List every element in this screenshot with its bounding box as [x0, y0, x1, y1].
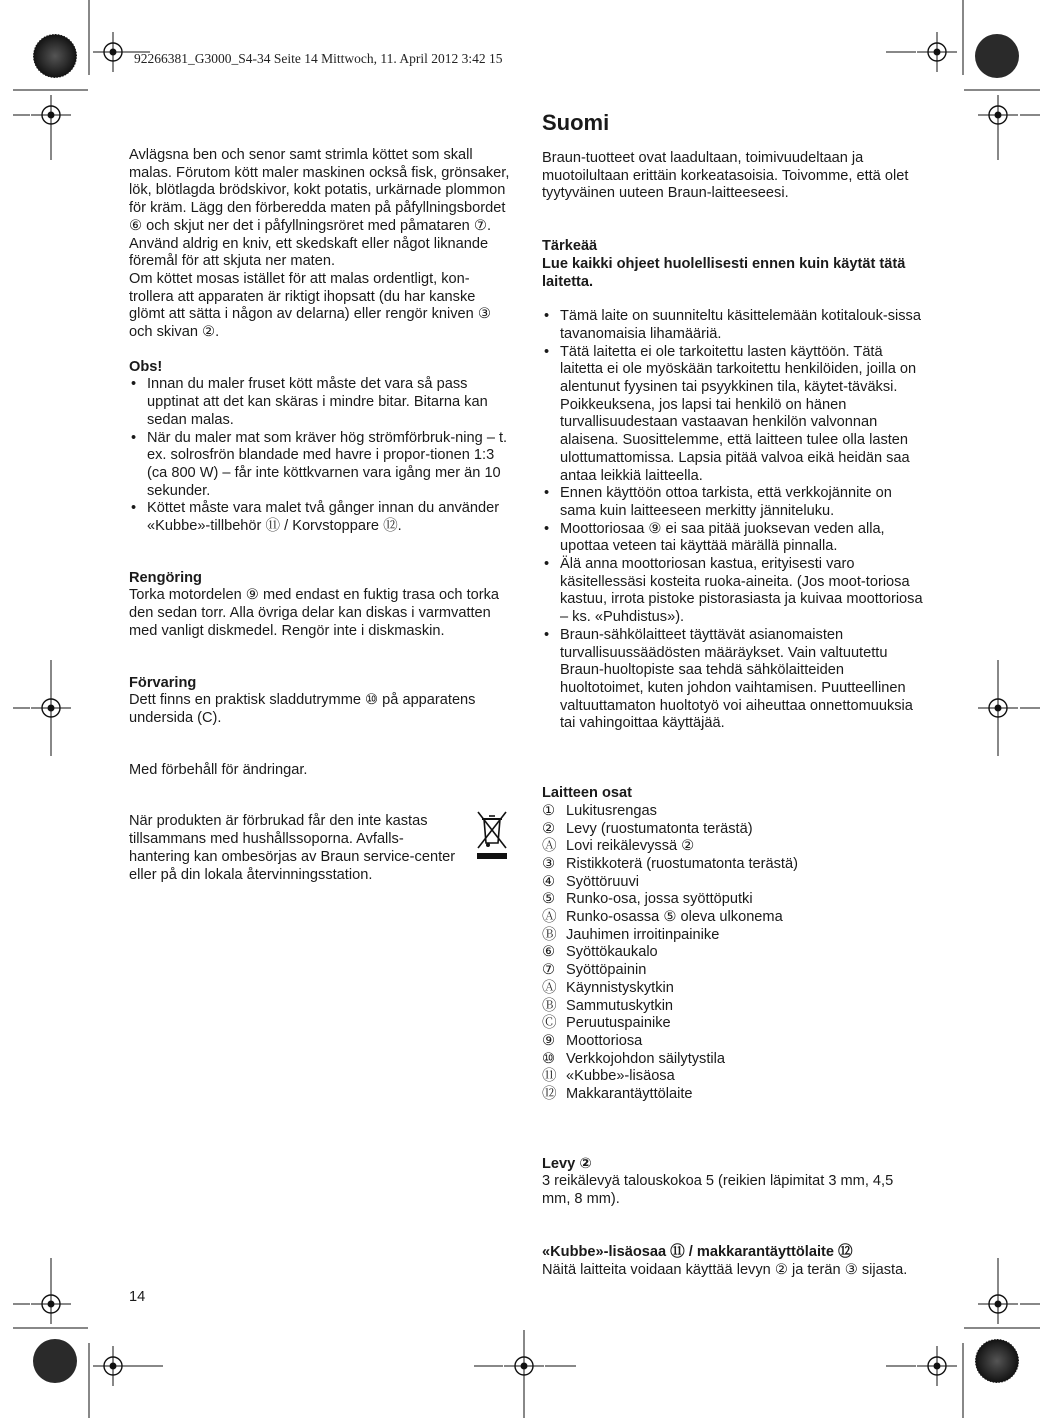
- print-slug-line: 92266381_G3000_S4-34 Seite 14 Mittwoch, 11. April 2012 3:42 15: [134, 51, 503, 66]
- list-item: ① Lukitusrengas: [542, 802, 657, 819]
- registration-rosette-icon: [975, 1339, 1019, 1383]
- list-item: • När du maler mat som kräver hög strömförbruk-ning – t. ex. solrosfrön blandade med havre i propor-tionen 1:3 (ca 800 W) – får inte köttkvarnen vara igång mer än 10 sekunder.: [129, 430, 513, 501]
- right-column: [542, 110, 924, 1279]
- disposal-notice: [129, 813, 513, 884]
- crosshair-mark-icon: [93, 1346, 133, 1386]
- list-item: ② Levy (ruostumatonta terästä): [542, 820, 753, 837]
- storage-paragraph: Dett finns en praktisk sladdutrymme ⑩ på apparatens undersida (C).: [129, 692, 476, 726]
- list-item: Ⓑ Jauhimen irroitinpainike: [542, 926, 720, 943]
- crosshair-mark-icon: [978, 1284, 1018, 1324]
- kubbe-paragraph: Näitä laitteita voidaan käyttää levyn ② ja terän ③ sijasta.: [542, 1261, 908, 1278]
- page-number: 14: [129, 1289, 146, 1305]
- list-item: ⑦ Syöttöpainin: [542, 962, 647, 979]
- list-item: • Köttet måste vara malet två gånger innan du använder «Kubbe»-tillbehör ⑪ / Korvstoppare ⑫.: [129, 500, 513, 535]
- list-item: Ⓐ Lovi reikälevyssä ②: [542, 838, 695, 855]
- important-subheading: Lue kaikki ohjeet huolellisesti ennen kuin käytät tätä laitetta.: [542, 255, 906, 290]
- plate-heading: Levy ②: [542, 1155, 592, 1172]
- left-column: [129, 147, 513, 884]
- plate-paragraph: 3 reikälevyä talouskokoa 5 (reikien läpimitat 3 mm, 4,5 mm, 8 mm).: [542, 1173, 894, 1208]
- important-heading: Tärkeää: [542, 238, 598, 255]
- list-item: • Ennen käyttöön ottoa tarkista, että verkkojännite on sama kuin laitteeseen merkitty jänniteluku.: [542, 485, 924, 520]
- crosshair-mark-icon: [917, 32, 957, 72]
- list-item: ⑤ Runko-osa, jossa syöttöputki: [542, 891, 753, 908]
- list-item: ③ Ristikkoterä (ruostumatonta terästä): [542, 855, 798, 872]
- disposal-paragraph: När produkten är förbrukad får den inte kastas tillsammans med hushållssoporna. Avfalls-hantering kan ombesörjas av Braun service-center eller på din lokala återvinningsstation.: [129, 813, 456, 883]
- meat-prep-paragraph: Avlägsna ben och senor samt strimla köttet som skall malas. Förutom kött maler maskinen också fisk, grönsaker, lök, blötlagda brödskivor, kokt potatis, urkärnade plommon för kräm. Lägg den förberedda maten på påfyllningsbordet ⑥ och skjut ner det i påfyllningsröret med påmataren ⑦. Använd aldrig en kniv, ett skedskaft eller något liknande föremål för att skjuta ner maten.: [129, 147, 510, 270]
- list-item: ⑪ «Kubbe»-lisäosa: [542, 1068, 675, 1085]
- crosshair-mark-icon: [978, 688, 1018, 728]
- list-item: Ⓐ Runko-osassa ⑤ oleva ulkonema: [542, 909, 783, 926]
- reservation-note: Med förbehåll för ändringar.: [129, 761, 308, 778]
- page-title: Suomi: [542, 110, 610, 135]
- obs-heading: Obs!: [129, 358, 163, 375]
- list-item: • Innan du maler fruset kött måste det vara så pass upptinat att det kan skäras i mindre bitar. Bitarna kan sedan malas.: [129, 376, 513, 429]
- crosshair-mark-icon: [31, 95, 71, 135]
- list-item: ⑫ Makkarantäyttölaite: [542, 1086, 693, 1103]
- registration-rosette-icon: [975, 34, 1019, 78]
- obs-list: [129, 376, 513, 535]
- list-item: • Braun-sähkölaitteet täyttävät asianomaisten turvallisuussäädösten määräykset. Vain valtuutettu Braun-huoltopiste saa tehdä sähkölaitteiden huoltotoimet, kuten johdon vaihtamisen. Puutteellinen valtuuttamaton huoltotyö voi aiheuttaa onnettomuuksia tai vahingoittaa käyttäjää.: [542, 627, 924, 733]
- list-item: • Moottoriosaa ⑨ ei saa pitää juoksevan veden alla, upottaa veteen tai käyttää märällä pinnalla.: [542, 521, 924, 556]
- list-item: • Älä anna moottoriosan kastua, erityisesti varo käsitellessäsi kosteita ruoka-aineita. (Jos moot-toriosa kastuu, irrota pistoke pistorasiasta ja kuivaa moottoriosa – ks. «Puhdistus»).: [542, 556, 924, 627]
- intro-paragraph: Braun-tuotteet ovat laadultaan, toimivuudeltaan ja muotoilultaan erittäin korkeatasoisia. Toivomme, että olet tyytyväinen uuteen Braun-laitteeseesi.: [542, 150, 909, 202]
- crosshair-mark-icon: [917, 1346, 957, 1386]
- kubbe-heading: «Kubbe»-lisäosaa ⑪ / makkarantäyttölaite ⑫: [542, 1243, 853, 1260]
- list-item: Ⓐ Käynnistyskytkin: [542, 979, 674, 996]
- list-item: Ⓑ Sammutuskytkin: [542, 997, 674, 1014]
- list-item: Ⓒ Peruutuspainike: [542, 1015, 671, 1032]
- safety-list: [542, 308, 924, 733]
- mashing-paragraph: Om köttet mosas istället för att malas ordentligt, kon-trollera att apparaten är riktigt ihopsatt (du har kanske glömt att sätta i någon av delarna) eller rengör kniven ③ och skivan ②.: [129, 270, 491, 341]
- crossed-out-wheelie-bin-icon: [475, 809, 509, 861]
- list-item: ⑩ Verkkojohdon säilytystila: [542, 1050, 725, 1067]
- list-item: • Tätä laitetta ei ole tarkoitettu lasten käyttöön. Tätä laitetta ei ole myöskään tarkoitettu henkilöiden, joilla on alentunut fyysinen tai psyykkinen tila, käytet-täväksi. Poikkeuksena, jos lapsi tai henkilö on hänen turvallisuudestaan vastaavan henkilön valvonnan alaisena. Suosittelemme, että laitteen tulee olla lasten ulottumattomissa. Lapsia pitää valvoa eikä heidän saa antaa leikkiä laitteella.: [542, 344, 924, 486]
- parts-heading: Laitteen osat: [542, 785, 633, 802]
- crosshair-mark-icon: [93, 32, 133, 72]
- cleaning-heading: Rengöring: [129, 569, 202, 586]
- list-item: ⑥ Syöttökaukalo: [542, 944, 658, 961]
- crosshair-mark-icon: [978, 95, 1018, 135]
- crosshair-mark-icon: [504, 1346, 544, 1386]
- cleaning-paragraph: Torka motordelen ⑨ med endast en fuktig trasa och torka den sedan torr. Alla övriga delar kan diskas i varmvatten med vanligt diskmedel. Rengör inte i diskmaskin.: [129, 587, 500, 639]
- crosshair-mark-icon: [31, 1284, 71, 1324]
- list-item: ④ Syöttöruuvi: [542, 873, 640, 890]
- registration-rosette-icon: [33, 34, 77, 78]
- list-item: • Tämä laite on suunniteltu käsittelemään kotitalouk-sissa tavanomaisia lihamääriä.: [542, 308, 924, 343]
- storage-heading: Förvaring: [129, 674, 197, 691]
- list-item: ⑨ Moottoriosa: [542, 1032, 643, 1049]
- crosshair-mark-icon: [31, 688, 71, 728]
- registration-rosette-icon: [33, 1339, 77, 1383]
- parts-list: [542, 803, 924, 1104]
